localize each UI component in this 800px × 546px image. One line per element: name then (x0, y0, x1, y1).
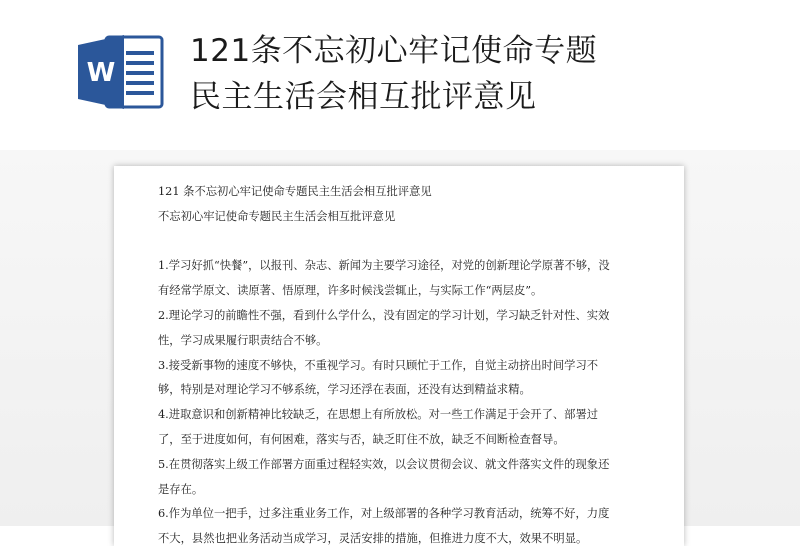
doc-body-line: 够，特别是对理论学习不够系统，学习还浮在表面，还没有达到精益求精。 (158, 383, 531, 397)
document-page (114, 166, 684, 546)
doc-body-line: 2.理论学习的前瞻性不强，看到什么学什么，没有固定的学习计划，学习缺乏针对性、实效 (158, 308, 610, 322)
page-title (190, 28, 597, 120)
doc-body-line: 了，至于进度如何，有何困难，落实与否，缺乏盯住不放，缺乏不间断检查督导。 (158, 432, 565, 446)
doc-body-line: 6.作为单位一把手，过多注重业务工作，对上级部署的各种学习教育活动，统筹不好，力度 (158, 507, 610, 521)
word-document-icon (76, 33, 164, 111)
doc-heading-line: 不忘初心牢记使命专题民主生活会相互批评意见 (158, 209, 396, 223)
paragraph-gap (158, 230, 648, 255)
title-line-2: 民主生活会相互批评意见 (190, 79, 537, 115)
doc-body-line: 4.进取意识和创新精神比较缺乏，在思想上有所放松。对一些工作满足于会开了、部署过 (158, 408, 599, 422)
header-banner (0, 0, 800, 150)
doc-body-line: 1.学习好抓“快餐”，以报刊、杂志、新闻为主要学习途径，对党的创新理论学原著不够，没 (158, 259, 610, 273)
doc-body-line: 性，学习成果履行职责结合不够。 (158, 333, 328, 347)
doc-body-line: 有经常学原文、读原著、悟原理，许多时候浅尝辄止，与实际工作“两层皮”。 (158, 284, 543, 298)
document-content (158, 180, 648, 546)
doc-body-line: 是存在。 (158, 482, 204, 496)
word-icon-letter: W (86, 58, 116, 88)
doc-body-line: 3.接受新事物的速度不够快，不重视学习。有时只顾忙于工作，自觉主动挤出时间学习不 (158, 358, 599, 372)
title-line-1: 121条不忘初心牢记使命专题 (190, 33, 598, 69)
doc-heading-line: 121 条不忘初心牢记使命专题民主生活会相互批评意见 (158, 185, 432, 198)
doc-body-line: 5.在贯彻落实上级工作部署方面重过程轻实效，以会议贯彻会议、就文件落实文件的现象还 (158, 457, 610, 471)
doc-body-line: 不大，县然也把业务活动当成学习，灵活安排的措施，但推进力度不大，效果不明显。 (158, 532, 588, 546)
